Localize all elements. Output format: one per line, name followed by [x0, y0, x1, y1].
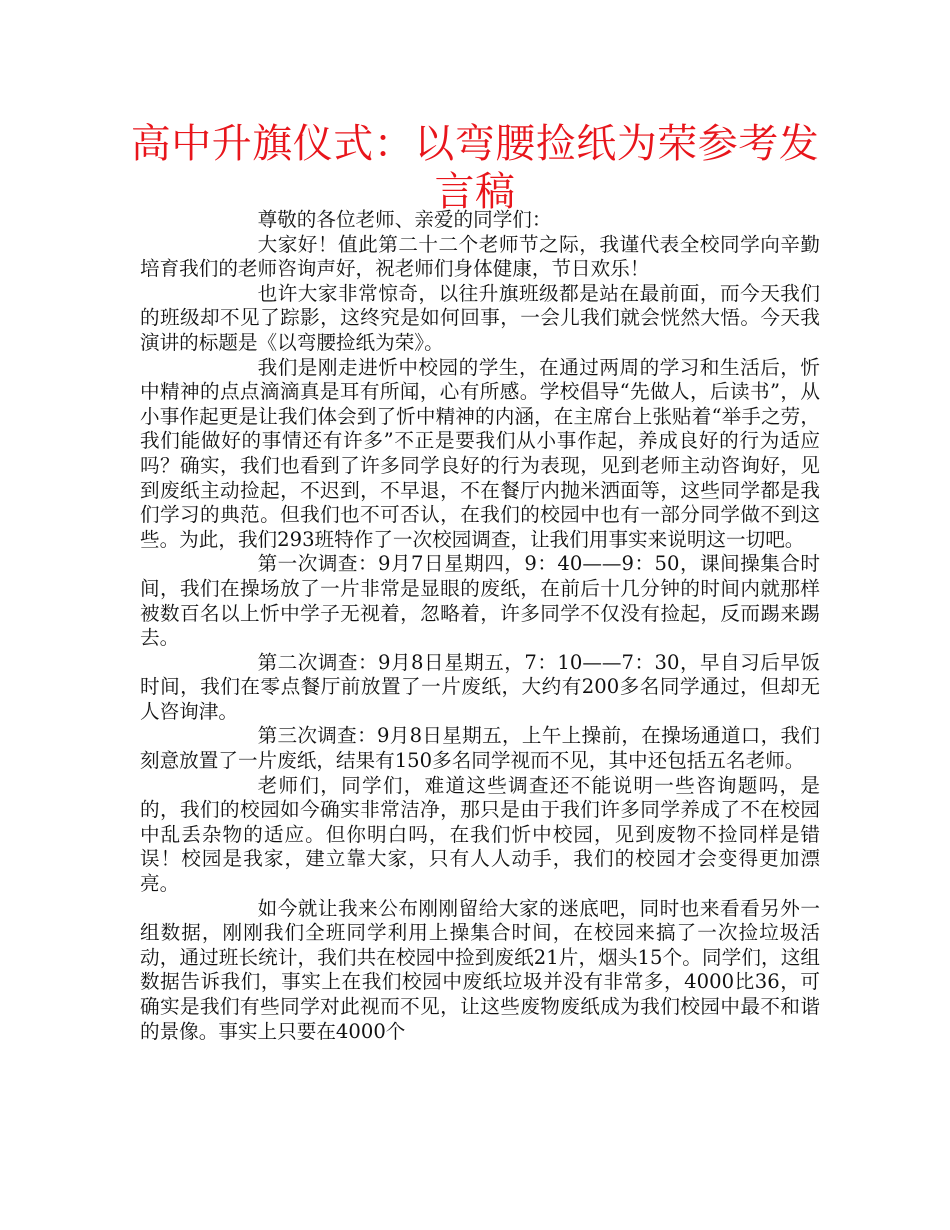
survey-three-paragraph: 第三次调查：9月8日星期五，上午上操前，在操场通道口，我们刻意放置了一片废纸，结果有150多名同学视而不见，其中还包括五名老师。	[140, 724, 820, 773]
document-body	[140, 208, 820, 1044]
reflection-paragraph: 老师们，同学们，难道这些调查还不能说明一些咨询题吗，是的，我们的校园如今确实非常洁净，那只是由于我们许多同学养成了不在校园中乱丢杂物的适应。但你明白吗，在我们忻中校园，见到废物不捡同样是错误！校园是我家，建立靠大家，只有人人动手，我们的校园才会变得更加漂亮。	[140, 773, 820, 896]
document-title: 高中升旗仪式：以弯腰捡纸为荣参考发言稿	[130, 121, 820, 215]
salutation-paragraph: 尊敬的各位老师、亲爱的同学们：	[257, 208, 552, 231]
intro-paragraph: 也许大家非常惊奇，以往升旗班级都是站在最前面，而今天我们的班级却不见了踪影，这终究是如何回事，一会儿我们就会恍然大悟。今天我演讲的标题是《以弯腰捡纸为荣》。	[140, 281, 820, 354]
school-spirit-paragraph: 我们是刚走进忻中校园的学生，在通过两周的学习和生活后，忻中精神的点点滴滴真是耳有所闻，心有所感。学校倡导“先做人，后读书”，从小事作起更是让我们体会到了忻中精神的内涵，在主席台上张贴着“举手之劳，我们能做好的事情还有许多”不正是要我们从小事作起，养成良好的行为适应吗？确实，我们也看到了许多同学良好的行为表现，见到老师主动咨询好，见到废纸主动捡起，不迟到，不早退，不在餐厅内抛米洒面等，这些同学都是我们学习的典范。但我们也不可否认，在我们的校园中也有一部分同学做不到这些。为此，我们293班特作了一次校园调查，让我们用事实来说明这一切吧。	[140, 355, 820, 551]
results-paragraph: 如今就让我来公布刚刚留给大家的迷底吧，同时也来看看另外一组数据，刚刚我们全班同学利用上操集合时间，在校园来搞了一次捡垃圾活动，通过班长统计，我们共在校园中捡到废纸21片，烟头15个。同学们，这组数据告诉我们，事实上在我们校园中废纸垃圾并没有非常多，4000比36，可确实是我们有些同学对此视而不见，让这些废物废纸成为我们校园中最不和谐的景像。事实上只要在4000个	[140, 896, 820, 1043]
survey-one-paragraph: 第一次调查：9月7日星期四，9：40——9：50，课间操集合时间，我们在操场放了一片非常是显眼的废纸，在前后十几分钟的时间内就那样被数百名以上忻中学子无视着，忽略着，许多同学不仅没有捡起，反而踢来踢去。	[140, 552, 820, 650]
survey-two-paragraph: 第二次调查：9月8日星期五，7：10——7：30，早自习后早饭时间，我们在零点餐厅前放置了一片废纸，大约有200多名同学通过，但却无人咨询津。	[140, 650, 820, 723]
greeting-paragraph: 大家好！值此第二十二个老师节之际，我谨代表全校同学向辛勤培育我们的老师咨询声好，祝老师们身体健康，节日欢乐！	[140, 232, 820, 281]
